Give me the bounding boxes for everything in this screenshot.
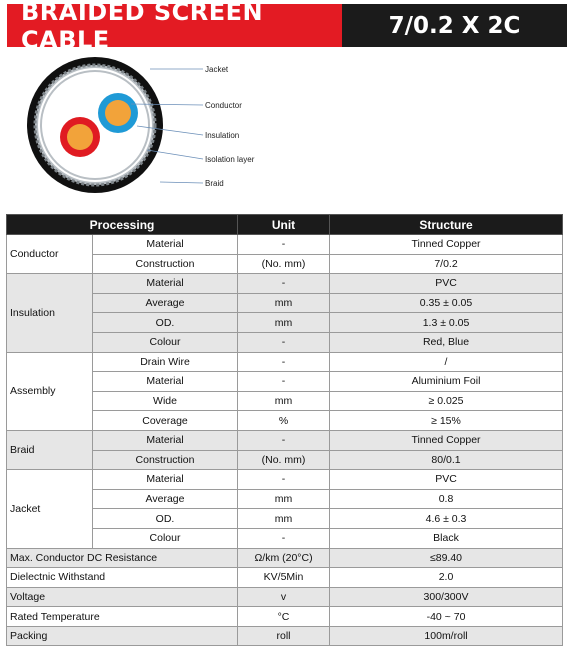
table-row: [7, 626, 563, 646]
blue-conductor: [105, 100, 131, 126]
value-cell: PVC: [330, 470, 563, 490]
table-row: [7, 470, 563, 490]
value-cell: 80/0.1: [330, 450, 563, 470]
unit-cell: mm: [238, 313, 330, 333]
unit-cell: v: [238, 587, 330, 607]
value-cell: Tinned Copper: [330, 430, 563, 450]
value-cell: ≥ 0.025: [330, 391, 563, 411]
spec-label: Packing: [7, 626, 238, 646]
unit-cell: %: [238, 411, 330, 431]
param-cell: Material: [93, 372, 238, 392]
value-cell: 1.3 ± 0.05: [330, 313, 563, 333]
unit-cell: -: [238, 470, 330, 490]
table-row: [7, 587, 563, 607]
unit-cell: KV/5Min: [238, 568, 330, 588]
value-cell: 4.6 ± 0.3: [330, 509, 563, 529]
group-insulation: Insulation: [7, 274, 93, 352]
value-cell: 300/300V: [330, 587, 563, 607]
value-cell: 0.8: [330, 489, 563, 509]
table-row: [7, 235, 563, 255]
unit-cell: (No. mm): [238, 254, 330, 274]
value-cell: 0.35 ± 0.05: [330, 293, 563, 313]
param-cell: OD.: [93, 509, 238, 529]
table-row: [7, 352, 563, 372]
param-cell: Material: [93, 470, 238, 490]
group-jacket: Jacket: [7, 470, 93, 548]
param-cell: Material: [93, 235, 238, 255]
spec-label: Dielectnic Withstand: [7, 568, 238, 588]
param-cell: Colour: [93, 332, 238, 352]
table-header-row: [7, 215, 563, 235]
header-processing: Processing: [7, 215, 238, 235]
label-insulation: Insulation: [205, 131, 240, 140]
unit-cell: (No. mm): [238, 450, 330, 470]
product-title: BRAIDED SCREEN CABLE: [7, 4, 342, 47]
red-conductor: [67, 124, 93, 150]
param-cell: Coverage: [93, 411, 238, 431]
value-cell: ≥ 15%: [330, 411, 563, 431]
table-row: [7, 430, 563, 450]
value-cell: ≤89.40: [330, 548, 563, 568]
unit-cell: -: [238, 352, 330, 372]
unit-cell: roll: [238, 626, 330, 646]
group-assembly: Assembly: [7, 352, 93, 430]
value-cell: Black: [330, 528, 563, 548]
unit-cell: -: [238, 332, 330, 352]
group-conductor: Conductor: [7, 235, 93, 274]
unit-cell: -: [238, 528, 330, 548]
unit-cell: mm: [238, 509, 330, 529]
param-cell: Colour: [93, 528, 238, 548]
specification-table: [6, 214, 563, 646]
label-braid: Braid: [205, 179, 224, 188]
cable-cross-section-diagram: [0, 50, 330, 210]
value-cell: Aluminium Foil: [330, 372, 563, 392]
unit-cell: -: [238, 372, 330, 392]
value-cell: 2.0: [330, 568, 563, 588]
value-cell: Red, Blue: [330, 332, 563, 352]
param-cell: Material: [93, 274, 238, 294]
spec-label: Max. Conductor DC Resistance: [7, 548, 238, 568]
unit-cell: mm: [238, 391, 330, 411]
spec-label: Voltage: [7, 587, 238, 607]
value-cell: Tinned Copper: [330, 235, 563, 255]
param-cell: Construction: [93, 254, 238, 274]
cable-cross-section: [27, 57, 163, 193]
unit-cell: -: [238, 274, 330, 294]
param-cell: Drain Wire: [93, 352, 238, 372]
value-cell: 7/0.2: [330, 254, 563, 274]
group-braid: Braid: [7, 430, 93, 469]
unit-cell: -: [238, 430, 330, 450]
table-row: [7, 274, 563, 294]
label-jacket: Jacket: [205, 65, 229, 74]
header-banner: [7, 0, 567, 54]
param-cell: OD.: [93, 313, 238, 333]
header-structure: Structure: [330, 215, 563, 235]
spec-label: Rated Temperature: [7, 607, 238, 627]
table-row: [7, 568, 563, 588]
param-cell: Average: [93, 489, 238, 509]
unit-cell: mm: [238, 293, 330, 313]
table-row: [7, 548, 563, 568]
header-unit: Unit: [238, 215, 330, 235]
param-cell: Construction: [93, 450, 238, 470]
param-cell: Average: [93, 293, 238, 313]
value-cell: -40 ~ 70: [330, 607, 563, 627]
value-cell: /: [330, 352, 563, 372]
table-row: [7, 607, 563, 627]
param-cell: Wide: [93, 391, 238, 411]
unit-cell: -: [238, 235, 330, 255]
product-spec: 7/0.2 X 2C: [342, 4, 567, 47]
value-cell: 100m/roll: [330, 626, 563, 646]
unit-cell: °C: [238, 607, 330, 627]
value-cell: PVC: [330, 274, 563, 294]
param-cell: Material: [93, 430, 238, 450]
label-conductor: Conductor: [205, 101, 242, 110]
label-isolation-layer: Isolation layer: [205, 155, 255, 164]
unit-cell: Ω/km (20°C): [238, 548, 330, 568]
unit-cell: mm: [238, 489, 330, 509]
